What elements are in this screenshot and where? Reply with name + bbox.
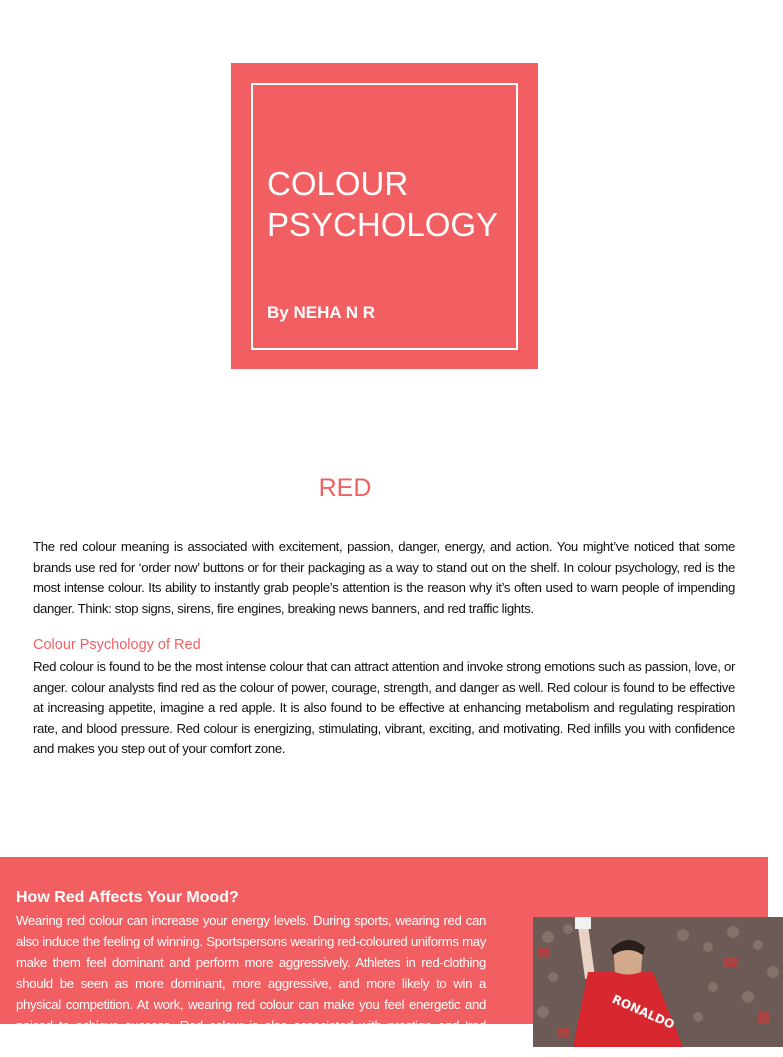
paragraph-red-meaning: The red colour meaning is associated with excitement, passion, danger, energy, and action. You might’ve noticed that some brands use red for ‘order now’ buttons or for their packaging as a way to stand out on the shelf. In colour psychology, red is the most intense colour. Its ability to instantly grab people’s attention is the reason why it’s often used to warn people of impending danger. Think: stop signs, sirens, fire engines, breaking news banners, and red traffic lights. <box>33 539 735 616</box>
cover-block <box>231 63 538 369</box>
paragraph-psychology-of-red: Red colour is found to be the most intense colour that can attract attention and invoke strong emotions such as passion, love, or anger. colour analysts find red as the colour of power, courage, strength, and danger as well. Red colour is found to be effective at increasing appetite, imagine a red apple. It is also found to be effective at enhancing metabolism and regulating respiration rate, and blood pressure. Red colour is energizing, stimulating, vibrant, exciting, and motivating. Red infills you with confidence and makes you step out of your comfort zone. <box>33 659 735 756</box>
cover-title-line1: COLOUR <box>267 165 409 202</box>
cover-title <box>267 163 517 245</box>
cover-title-line2: PSYCHOLOGY <box>267 206 499 243</box>
subheading-colour-psychology: Colour Psychology of Red <box>33 637 201 653</box>
cover-author: By NEHA N R <box>267 303 375 322</box>
football-player-photo <box>533 917 783 1047</box>
shirt-text: RONALDO <box>610 991 677 1032</box>
mood-section <box>0 857 768 1054</box>
photo-illustration <box>533 917 783 1047</box>
mood-heading: How Red Affects Your Mood? <box>16 889 239 906</box>
section-heading-red: RED <box>318 474 372 502</box>
mood-paragraph: Wearing red colour can increase your energy levels. During sports, wearing red can also induce the feeling of winning. Sportspersons wearing red-coloured uniforms may make them feel dominant and perform more aggressively. Athletes in red-clothing should be seen as more dominant, more aggressive, and more likely to win a physical competition. At work, wearing red colour can make you feel energetic and poised to achieve success. Red colour is also associated with prestige and ‘red carpet’ feeling. The colour of ‘power tie’ is <box>16 913 486 1054</box>
